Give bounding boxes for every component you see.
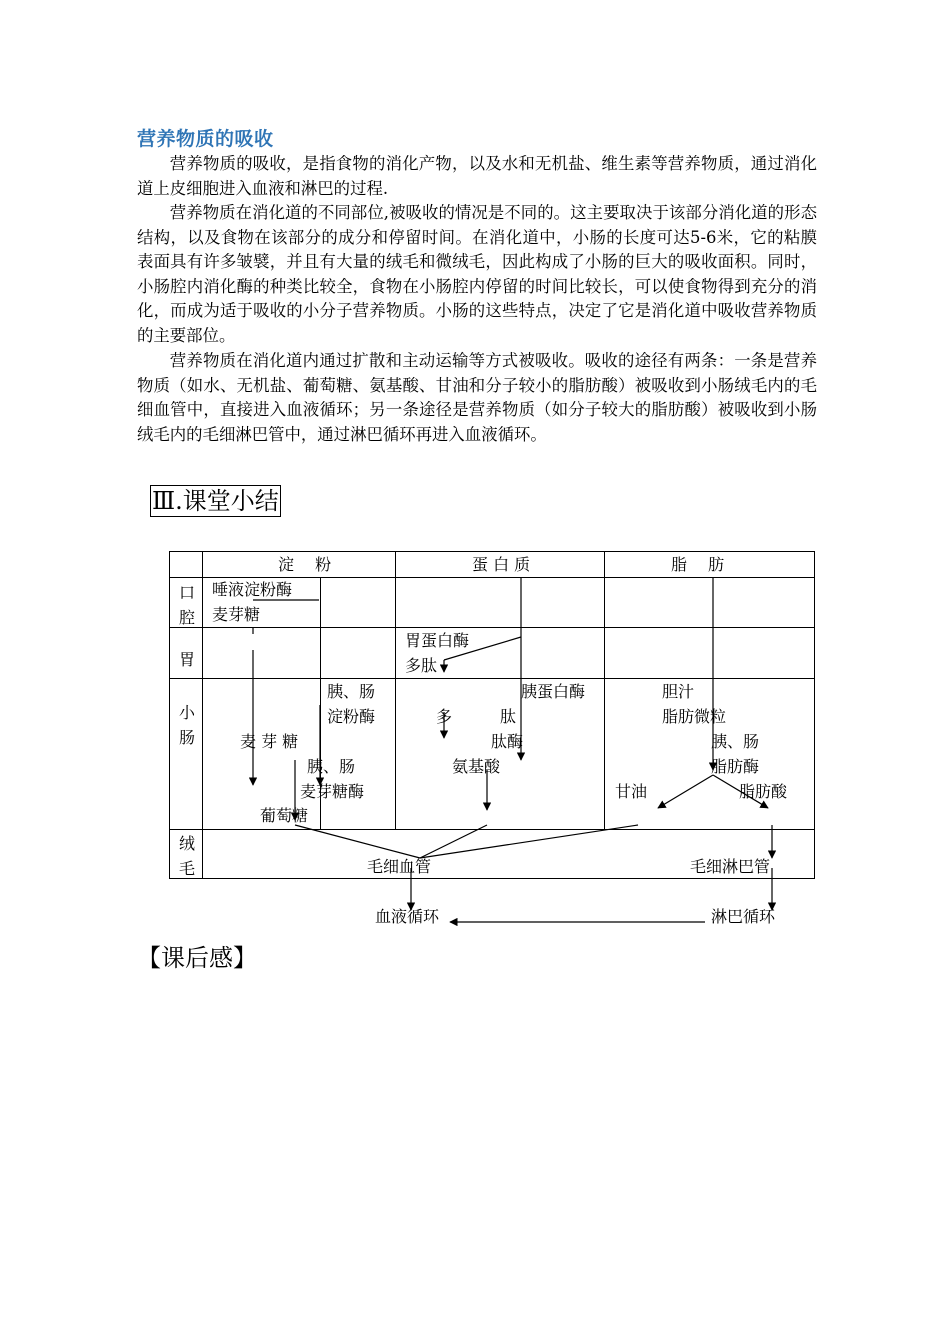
row-mouth: 口腔 [179,583,196,627]
section-heading: Ⅲ.课堂小结 [152,487,279,515]
label-trypsin: 胰蛋白酶 [521,682,586,701]
label-pancreatic-intestinal-3: 胰、肠 [711,732,760,751]
paragraph-1: 营养物质的吸收，是指食物的消化产物，以及水和无机盐、维生素等营养物质，通过消化道上皮细胞进入血液和淋巴的过程. [137,154,817,198]
paragraph-2: 营养物质在消化道的不同部位,被吸收的情况是不同的。这主要取决于该部分消化道的形态结构，以及食物在该部分的成分和停留时间。在消化道中，小肠的长度可达5-6米，它的粘膜表面具有许多皱襞，并且有大量的绒毛和微绒毛，因此构成了小肠的巨大的吸收面积。同时，小肠腔内消化酶的种类比较全，食物在小肠腔内停留的时间比较长，可以使食物得到充分的消化，而成为适于吸收的小分子营养物质。小肠的这些特点，决定了它是消化道中吸收营养物质的主要部位。 [137,203,817,345]
header-protein: 蛋 白 质 [472,555,531,574]
label-pancreatic-intestinal-2: 胰、肠 [307,757,356,776]
post-class-heading: 【课后感】 [137,944,257,972]
label-blood-circulation: 血液循环 [375,907,440,926]
label-lymph-capillary: 毛细淋巴管 [690,857,771,876]
label-lymph-circulation: 淋巴循环 [711,907,776,926]
label-peptide: 肽 [500,707,517,726]
label-bile: 胆汁 [662,682,695,701]
label-maltose-mouth: 麦芽糖 [212,605,261,624]
arrow-glycerol [658,775,713,808]
label-fatty-acid: 脂肪酸 [739,782,788,801]
label-glucose: 葡萄糖 [260,806,309,825]
label-maltase: 麦芽糖酶 [300,782,365,801]
page-title: 营养物质的吸收 [137,128,274,150]
label-lipase: 脂肪酶 [711,757,760,776]
row-villi: 绒毛 [179,834,196,878]
label-pepsin: 胃蛋白酶 [405,631,470,650]
paragraph-3: 营养物质在消化道内通过扩散和主动运输等方式被吸收。吸收的途径有两条：一条是营养物质（如水、无机盐、葡萄糖、氨基酸、甘油和分子较小的脂肪酸）被吸收到小肠绒毛内的毛细血管中，直接进入血液循环；另一条途径是营养物质（如分子较大的脂肪酸）被吸收到小肠绒毛内的毛细淋巴管中，通过淋巴循环再进入血液循环。 [137,351,817,444]
label-fat-droplets: 脂肪微粒 [662,707,727,726]
label-capillary: 毛细血管 [367,857,432,876]
row-stomach: 胃 [179,650,196,669]
label-glycerol: 甘油 [615,782,648,801]
label-salivary-amylase: 唾液淀粉酶 [212,580,293,599]
label-amino-acid: 氨基酸 [452,757,501,776]
header-starch: 淀 粉 [278,555,332,574]
label-maltose-intestine: 麦 芽 糖 [240,732,299,751]
label-poly: 多 [436,707,453,726]
label-peptidase: 肽酶 [491,732,524,751]
label-pancreatic-intestinal: 胰、肠 [327,682,376,701]
label-amylase: 淀粉酶 [327,707,376,726]
row-small-intestine: 小肠 [179,703,196,747]
header-fat: 脂 肪 [671,555,725,574]
label-polypeptide-stomach: 多肽 [405,656,438,675]
